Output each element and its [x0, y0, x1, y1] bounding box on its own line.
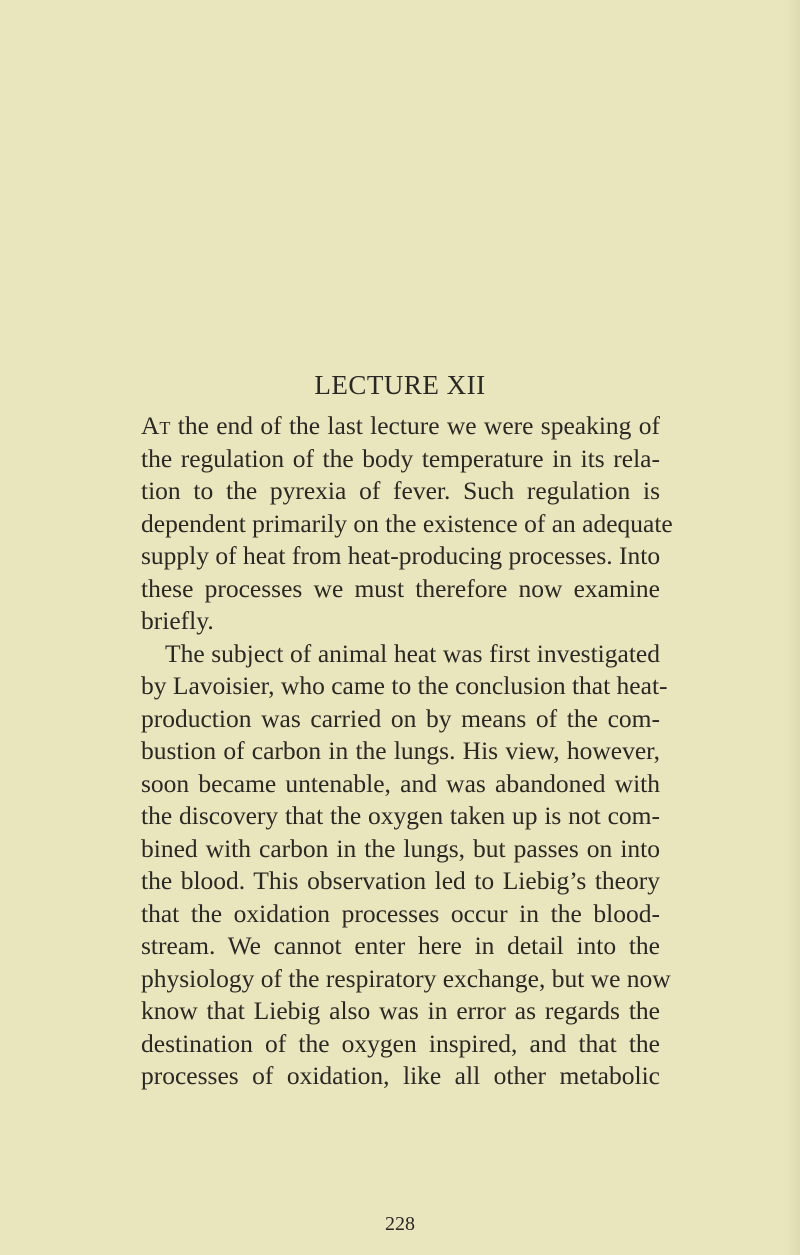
- text-line: bustion of carbon in the lungs. His view, however,: [141, 736, 660, 765]
- text-line: that the oxidation processes occur in the blood-: [141, 898, 660, 928]
- text-line: supply of heat from heat-producing processes. Into: [141, 541, 661, 570]
- text-line: know that Liebig also was in error as regards the: [141, 996, 660, 1025]
- page-number: 228: [385, 1213, 415, 1235]
- text-line: [141, 410, 660, 443]
- text-line: destination of the oxygen inspired, and that the: [141, 1028, 660, 1058]
- text-line: soon became untenable, and was abandoned with: [141, 768, 660, 798]
- paragraph-2: [141, 638, 671, 1093]
- paragraph-lead: At: [141, 411, 171, 440]
- text-line: the blood. This observation led to Liebig’s theory: [141, 866, 660, 895]
- lecture-heading: LECTURE XII: [314, 370, 486, 400]
- text-line: briefly.: [141, 606, 214, 635]
- text-line: the discovery that the oxygen taken up is not com-: [141, 801, 660, 830]
- text-line: production was carried on by means of the com-: [141, 703, 660, 733]
- line-text: the end of the last lecture we were speaking of: [170, 411, 660, 440]
- text-line: physiology of the respiratory exchange, but we now: [141, 963, 671, 993]
- paragraph-1: [141, 410, 673, 638]
- body-text: [141, 410, 673, 1093]
- page-edge-shadow: [786, 0, 800, 1255]
- text-line: by Lavoisier, who came to the conclusion that heat-: [141, 671, 668, 700]
- text-line: processes of oxidation, like all other metabolic: [141, 1061, 660, 1090]
- text-line: dependent primarily on the existence of an adequate: [141, 508, 673, 538]
- text-line: these processes we must therefore now examine: [141, 573, 660, 603]
- text-line: The subject of animal heat was first investigated: [165, 638, 660, 668]
- text-line: tion to the pyrexia of fever. Such regulation is: [141, 476, 660, 505]
- text-line: stream. We cannot enter here in detail into the: [141, 931, 660, 960]
- text-line: bined with carbon in the lungs, but passes on into: [141, 833, 660, 863]
- text-line: the regulation of the body temperature in its rela-: [141, 443, 660, 473]
